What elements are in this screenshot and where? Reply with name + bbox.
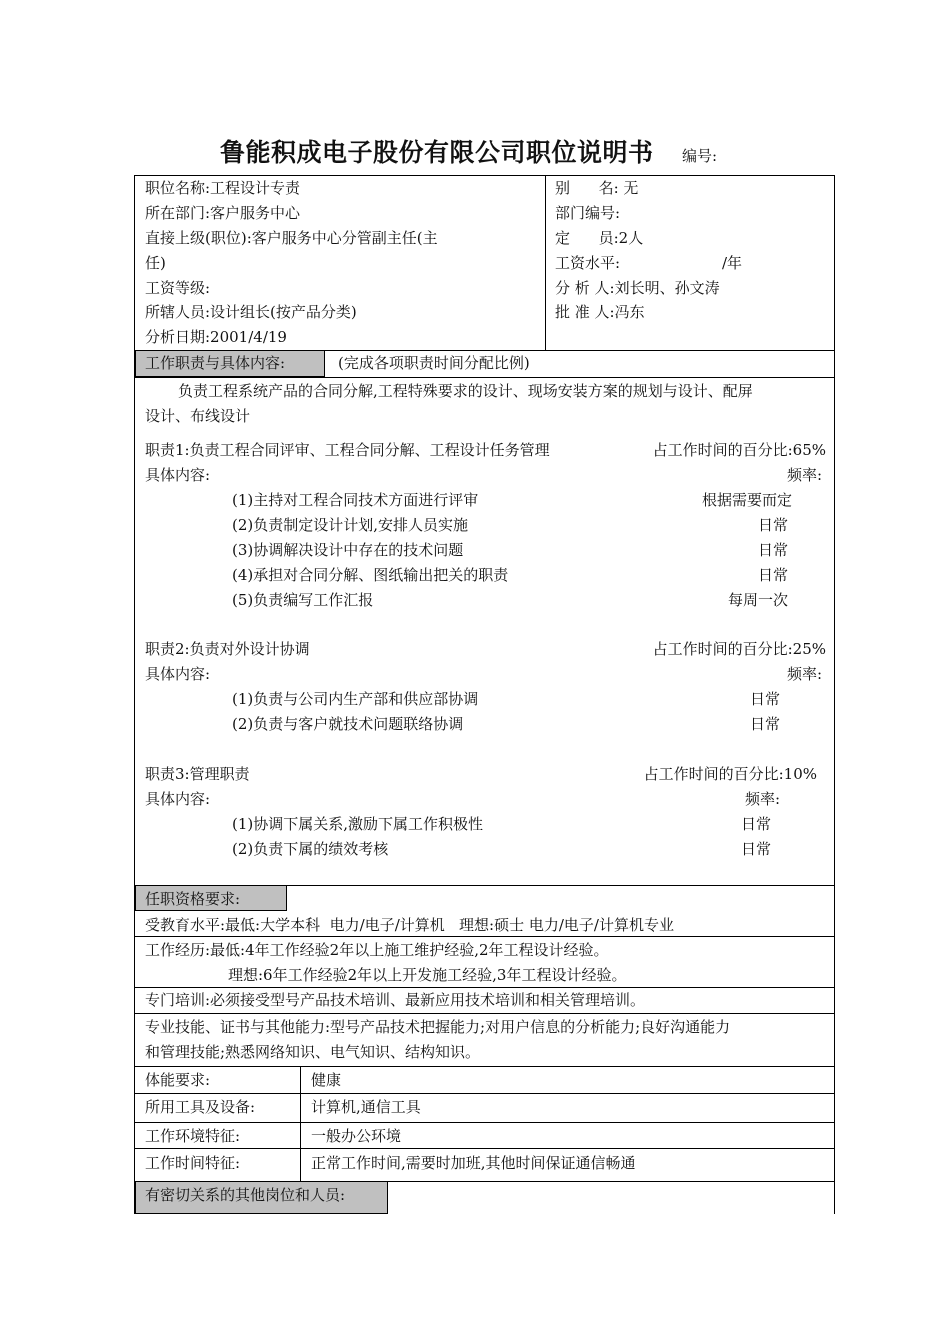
duty3-item: (1)协调下属关系,激励下属工作积极性	[232, 815, 484, 833]
duty2-item: (2)负责与客户就技术问题联络协调	[232, 715, 464, 733]
related-positions-header: 有密切关系的其他岗位和人员:	[145, 1186, 346, 1204]
duties-summary-line1: 负责工程系统产品的合同分解,工程特殊要求的设计、现场安装方案的规划与设计、配屏	[178, 382, 753, 400]
table-divider	[134, 885, 835, 886]
duties-summary-line2: 设计、布线设计	[145, 407, 251, 425]
duty1-frequency: 日常	[757, 541, 788, 559]
duty1-item: (1)主持对工程合同技术方面进行评审	[232, 491, 479, 509]
duty3-title: 职责3:管理职责	[145, 765, 250, 783]
duty1-time-percentage: 占工作时间的百分比:65%	[652, 441, 826, 459]
table-divider	[134, 936, 835, 937]
duty3-time-percentage: 占工作时间的百分比:10%	[643, 765, 817, 783]
duty3-item: (2)负责下属的绩效考核	[232, 840, 389, 858]
table-border	[134, 175, 135, 1214]
duty3-frequency: 日常	[740, 840, 771, 858]
duty2-item: (1)负责与公司内生产部和供应部协调	[232, 690, 479, 708]
skills-line2: 和管理技能;熟悉网络知识、电气知识、结构知识。	[145, 1043, 481, 1061]
physical-requirement-value: 健康	[311, 1071, 342, 1089]
qualifications-header: 任职资格要求:	[145, 890, 241, 908]
education-requirement: 受教育水平:最低:大学本科 电力/电子/计算机 理想:硕士 电力/电子/计算机专业	[145, 916, 674, 934]
table-divider	[545, 175, 546, 350]
duty2-frequency: 日常	[749, 690, 780, 708]
document-number-label: 编号:	[682, 147, 718, 165]
work-environment-label: 工作环境特征:	[145, 1127, 241, 1145]
salary-level: 工资水平:	[555, 254, 621, 272]
duty2-frequency-label: 频率:	[786, 665, 822, 683]
skills-line1: 专业技能、证书与其他能力:型号产品技术把握能力;对用户信息的分析能力;良好沟通能力	[145, 1018, 731, 1036]
salary-unit: /年	[722, 254, 743, 272]
table-divider	[134, 987, 835, 988]
table-divider	[134, 1148, 835, 1149]
duty1-detail-label: 具体内容:	[145, 466, 211, 484]
analysis-date: 分析日期:2001/4/19	[145, 328, 287, 346]
duty3-frequency-label: 频率:	[744, 790, 780, 808]
table-divider	[134, 1122, 835, 1123]
duty2-frequency: 日常	[749, 715, 780, 733]
experience-ideal: 理想:6年工作经验2年以上开发施工经验,3年工程设计经验。	[228, 966, 627, 984]
table-divider	[134, 1181, 835, 1182]
direct-superior-line1: 直接上级(职位):客户服务中心分管副主任(主	[145, 229, 438, 247]
work-hours-label: 工作时间特征:	[145, 1154, 241, 1172]
analysts: 分 析 人:刘长明、孙文涛	[555, 279, 720, 297]
duty1-frequency: 日常	[757, 516, 788, 534]
table-divider	[134, 350, 835, 351]
duty3-frequency: 日常	[740, 815, 771, 833]
table-divider	[134, 377, 835, 378]
training-requirement: 专门培训:必须接受型号产品技术培训、最新应用技术培训和相关管理培训。	[145, 991, 646, 1009]
table-divider	[300, 1066, 301, 1181]
physical-requirement-label: 体能要求:	[145, 1071, 211, 1089]
duty1-item: (3)协调解决设计中存在的技术问题	[232, 541, 464, 559]
duty1-frequency-label: 频率:	[786, 466, 822, 484]
headcount: 定 员:2人	[555, 229, 644, 247]
duty2-detail-label: 具体内容:	[145, 665, 211, 683]
tools-equipment-value: 计算机,通信工具	[311, 1098, 421, 1116]
duty1-frequency: 根据需要而定	[701, 491, 792, 509]
duty1-item: (5)负责编写工作汇报	[232, 591, 374, 609]
duty3-detail-label: 具体内容:	[145, 790, 211, 808]
department-number: 部门编号:	[555, 204, 621, 222]
position-name: 职位名称:工程设计专责	[145, 179, 301, 197]
duty1-frequency: 日常	[757, 566, 788, 584]
page-title: 鲁能积成电子股份有限公司职位说明书	[220, 138, 654, 167]
table-divider	[134, 1093, 835, 1094]
duty1-item: (2)负责制定设计计划,安排人员实施	[232, 516, 469, 534]
direct-superior-line2: 任)	[145, 254, 166, 272]
department: 所在部门:客户服务中心	[145, 204, 301, 222]
salary-grade: 工资等级:	[145, 279, 211, 297]
alias: 别 名: 无	[555, 179, 639, 197]
duty2-time-percentage: 占工作时间的百分比:25%	[652, 640, 826, 658]
work-environment-value: 一般办公环境	[311, 1127, 402, 1145]
duty1-title: 职责1:负责工程合同评审、工程合同分解、工程设计任务管理	[145, 441, 550, 459]
duty1-item: (4)承担对合同分解、图纸输出把关的职责	[232, 566, 509, 584]
approver: 批 准 人:冯东	[555, 303, 645, 321]
experience-minimum: 工作经历:最低:4年工作经验2年以上施工维护经验,2年工程设计经验。	[145, 941, 609, 959]
duty2-title: 职责2:负责对外设计协调	[145, 640, 310, 658]
duty1-frequency: 每周一次	[727, 591, 788, 609]
duties-header: 工作职责与具体内容:	[145, 354, 286, 372]
subordinates: 所辖人员:设计组长(按产品分类)	[145, 303, 357, 321]
table-divider	[134, 1066, 835, 1067]
duties-note: (完成各项职责时间分配比例)	[338, 354, 530, 372]
tools-equipment-label: 所用工具及设备:	[145, 1098, 256, 1116]
work-hours-value: 正常工作时间,需要时加班,其他时间保证通信畅通	[311, 1154, 636, 1172]
table-border	[134, 175, 835, 176]
table-divider	[134, 1013, 835, 1014]
table-border	[834, 175, 835, 1214]
